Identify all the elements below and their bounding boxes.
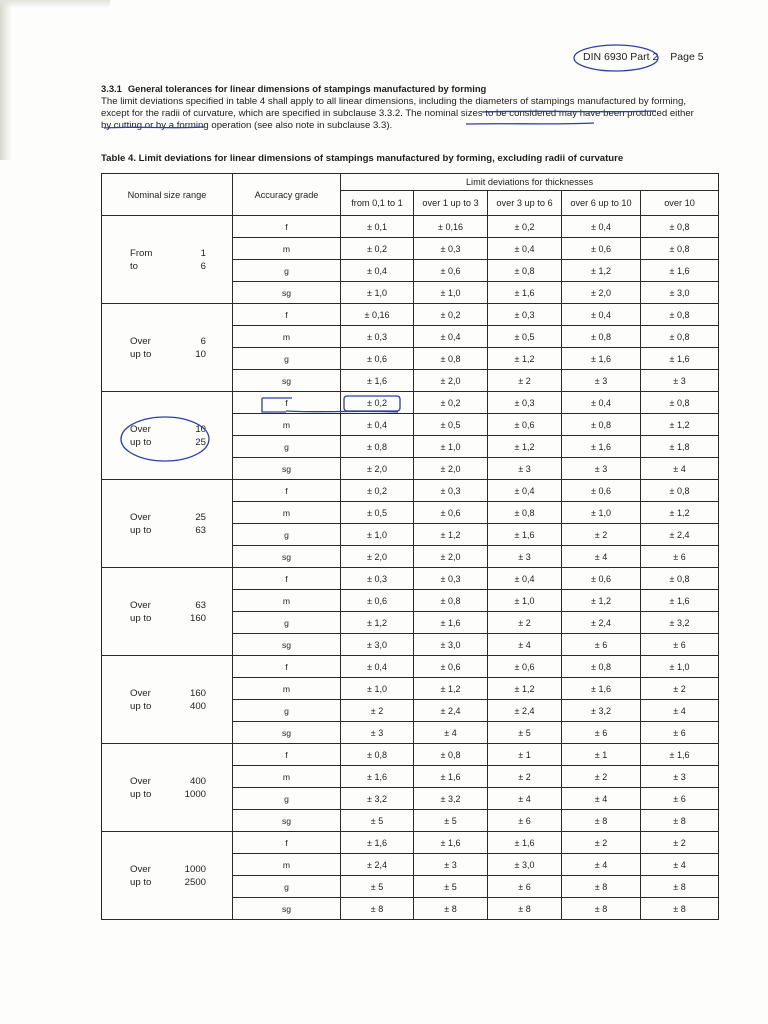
deviation-cell: ± 0,16	[414, 216, 488, 238]
range-value-start: 160	[189, 687, 206, 699]
deviation-cell: ± 1,6	[562, 348, 641, 370]
header-thickness-col-2: over 1 up to 3	[414, 191, 488, 216]
deviation-cell: ± 3,2	[641, 612, 719, 634]
deviation-cell: ± 6	[641, 546, 719, 568]
section-body: The limit deviations specified in table 4 shall apply to all linear dimensions, including the diameters of stampings manufactured by forming, except for the radii of curvature, which are specified in subclause 3.3.2. The nominal sizes to be considered may have been produced either by cutting or by a forming operation (see also note in subclause 3.3).	[101, 96, 694, 131]
accuracy-grade-cell: f	[233, 480, 341, 502]
deviation-cell: ± 3	[488, 458, 562, 480]
deviation-cell: ± 4	[488, 788, 562, 810]
deviation-cell: ± 3,0	[488, 854, 562, 876]
nominal-size-range	[102, 216, 233, 304]
nominal-size-range	[102, 744, 233, 832]
deviation-cell: ± 1,0	[641, 656, 719, 678]
scan-edge-shadow	[0, 0, 12, 160]
table-row	[102, 480, 719, 502]
deviation-cell: ± 1,6	[641, 744, 719, 766]
accuracy-grade-cell: f	[233, 392, 341, 414]
deviation-cell: ± 1,6	[414, 832, 488, 854]
table-row	[102, 744, 719, 766]
range-word-end: up to	[130, 700, 152, 712]
table-row	[102, 656, 719, 678]
range-value-end: 160	[189, 612, 206, 624]
deviation-cell: ± 0,8	[641, 304, 719, 326]
deviation-cell: ± 4	[488, 634, 562, 656]
deviation-cell: ± 1,0	[414, 282, 488, 304]
range-word-start: Over	[130, 863, 151, 875]
accuracy-grade-cell: sg	[233, 898, 341, 920]
deviation-cell: ± 0,3	[341, 326, 414, 348]
range-value-start: 400	[189, 775, 206, 787]
accuracy-grade-cell: sg	[233, 634, 341, 656]
deviation-cell: ± 3	[641, 370, 719, 392]
standard-number: DIN 6930 Part 2	[583, 51, 659, 63]
range-word-end: up to	[130, 436, 152, 448]
table-row	[102, 304, 719, 326]
accuracy-grade-cell: g	[233, 260, 341, 282]
deviation-cell: ± 0,8	[641, 568, 719, 590]
table-row	[102, 568, 719, 590]
deviation-cell: ± 1,6	[562, 436, 641, 458]
deviation-cell: ± 4	[562, 788, 641, 810]
deviation-cell: ± 0,2	[488, 216, 562, 238]
nominal-size-range	[102, 392, 233, 480]
range-word-end: up to	[130, 876, 152, 888]
accuracy-grade-cell: m	[233, 326, 341, 348]
deviation-cell: ± 1,6	[341, 766, 414, 788]
range-value-end: 6	[200, 260, 206, 272]
accuracy-grade-cell: f	[233, 568, 341, 590]
header-thickness-col-4: over 6 up to 10	[562, 191, 641, 216]
deviation-cell: ± 1,2	[641, 414, 719, 436]
accuracy-grade-cell: f	[233, 656, 341, 678]
deviation-cell: ± 3	[562, 458, 641, 480]
deviation-cell: ± 0,6	[488, 414, 562, 436]
accuracy-grade-cell: m	[233, 678, 341, 700]
range-value-end: 10	[195, 348, 206, 360]
deviation-cell: ± 0,6	[341, 348, 414, 370]
deviation-cell: ± 0,4	[562, 216, 641, 238]
range-word-start: Over	[130, 511, 151, 523]
deviation-cell: ± 6	[641, 722, 719, 744]
header-thickness-col-3: over 3 up to 6	[488, 191, 562, 216]
deviation-cell: ± 0,1	[341, 216, 414, 238]
deviation-cell: ± 3,2	[414, 788, 488, 810]
header-accuracy-grade: Accuracy grade	[233, 174, 341, 216]
range-word-start: From	[130, 247, 153, 259]
deviation-cell: ± 6	[641, 634, 719, 656]
deviation-cell: ± 0,5	[488, 326, 562, 348]
deviation-cell: ± 0,4	[414, 326, 488, 348]
range-value-start: 63	[195, 599, 206, 611]
deviation-cell: ± 0,6	[341, 590, 414, 612]
deviation-cell: ± 4	[562, 854, 641, 876]
deviation-cell: ± 6	[562, 722, 641, 744]
deviation-cell: ± 0,5	[341, 502, 414, 524]
accuracy-grade-cell: m	[233, 238, 341, 260]
page-header	[583, 51, 704, 63]
accuracy-grade-cell: m	[233, 854, 341, 876]
deviation-cell: ± 0,8	[562, 326, 641, 348]
deviation-cell: ± 1,6	[488, 832, 562, 854]
deviation-cell: ± 1	[488, 744, 562, 766]
deviation-cell: ± 0,6	[562, 480, 641, 502]
deviation-cell: ± 0,8	[414, 348, 488, 370]
deviation-cell: ± 3	[641, 766, 719, 788]
deviation-cell: ± 0,8	[641, 216, 719, 238]
deviation-cell: ± 2,4	[562, 612, 641, 634]
deviation-cell: ± 0,4	[488, 238, 562, 260]
deviation-cell: ± 0,4	[341, 656, 414, 678]
deviation-cell: ± 0,2	[341, 480, 414, 502]
deviation-cell: ± 1,0	[562, 502, 641, 524]
deviation-cell: ± 0,8	[641, 392, 719, 414]
deviation-cell: ± 0,3	[414, 568, 488, 590]
deviation-cell: ± 0,4	[562, 392, 641, 414]
deviation-cell: ± 1	[562, 744, 641, 766]
section-title	[101, 83, 701, 95]
accuracy-grade-cell: g	[233, 788, 341, 810]
deviation-cell: ± 1,2	[641, 502, 719, 524]
range-value-end: 400	[189, 700, 206, 712]
range-word-start: Over	[130, 687, 151, 699]
deviation-cell: ± 2	[562, 832, 641, 854]
table-row	[102, 392, 719, 414]
deviation-cell: ± 8	[488, 898, 562, 920]
deviation-cell: ± 1,2	[562, 260, 641, 282]
deviation-cell: ± 4	[641, 700, 719, 722]
deviation-cell: ± 4	[414, 722, 488, 744]
deviation-cell: ± 8	[641, 810, 719, 832]
deviation-cell: ± 3,2	[341, 788, 414, 810]
accuracy-grade-cell: f	[233, 832, 341, 854]
deviation-cell: ± 1,6	[641, 590, 719, 612]
deviation-cell: ± 3,2	[562, 700, 641, 722]
deviation-cell: ± 3,0	[341, 634, 414, 656]
deviation-cell: ± 0,6	[562, 238, 641, 260]
deviation-cell: ± 5	[414, 810, 488, 832]
deviation-cell: ± 1,6	[562, 678, 641, 700]
deviation-cell: ± 0,4	[488, 480, 562, 502]
table-body	[102, 216, 719, 920]
deviation-cell: ± 1,2	[341, 612, 414, 634]
deviation-cell: ± 0,8	[641, 326, 719, 348]
deviation-cell: ± 0,6	[414, 656, 488, 678]
range-word-end: up to	[130, 348, 152, 360]
deviation-cell: ± 0,3	[414, 238, 488, 260]
deviation-cell: ± 1,6	[341, 370, 414, 392]
deviation-cell: ± 8	[641, 876, 719, 898]
deviation-cell: ± 0,2	[414, 392, 488, 414]
deviation-cell: ± 0,8	[414, 590, 488, 612]
accuracy-grade-cell: sg	[233, 458, 341, 480]
accuracy-grade-cell: g	[233, 524, 341, 546]
limit-deviations-table	[101, 173, 719, 920]
deviation-cell: ± 0,2	[341, 392, 414, 414]
header-limit-deviations: Limit deviations for thicknesses	[341, 174, 719, 191]
range-word-end: to	[130, 260, 139, 272]
deviation-cell: ± 6	[641, 788, 719, 810]
deviation-cell: ± 0,2	[414, 304, 488, 326]
deviation-cell: ± 1,2	[488, 348, 562, 370]
deviation-cell: ± 0,3	[488, 392, 562, 414]
deviation-cell: ± 0,3	[414, 480, 488, 502]
deviation-cell: ± 0,3	[488, 304, 562, 326]
deviation-cell: ± 0,6	[414, 260, 488, 282]
deviation-cell: ± 2,0	[414, 458, 488, 480]
deviation-cell: ± 8	[562, 810, 641, 832]
deviation-cell: ± 2,4	[488, 700, 562, 722]
scan-top-shadow	[0, 0, 110, 8]
deviation-cell: ± 6	[562, 634, 641, 656]
deviation-cell: ± 0,3	[341, 568, 414, 590]
accuracy-grade-cell: g	[233, 700, 341, 722]
range-word-end: up to	[130, 788, 152, 800]
deviation-cell: ± 2	[488, 766, 562, 788]
accuracy-grade-cell: sg	[233, 370, 341, 392]
range-value-start: 1	[200, 247, 206, 259]
deviation-cell: ± 2,4	[641, 524, 719, 546]
deviation-cell: ± 2,0	[414, 546, 488, 568]
accuracy-grade-cell: g	[233, 348, 341, 370]
deviation-cell: ± 2,0	[414, 370, 488, 392]
deviation-cell: ± 3	[414, 854, 488, 876]
deviation-cell: ± 4	[641, 458, 719, 480]
deviation-cell: ± 2	[341, 700, 414, 722]
deviation-cell: ± 0,8	[341, 436, 414, 458]
deviation-cell: ± 2	[562, 766, 641, 788]
deviation-cell: ± 0,8	[562, 656, 641, 678]
accuracy-grade-cell: m	[233, 414, 341, 436]
page-number: Page 5	[670, 51, 704, 63]
nominal-size-range	[102, 656, 233, 744]
deviation-cell: ± 8	[562, 876, 641, 898]
deviation-cell: ± 1,6	[488, 524, 562, 546]
deviation-cell: ± 1,2	[488, 678, 562, 700]
deviation-cell: ± 3	[488, 546, 562, 568]
range-word-start: Over	[130, 335, 151, 347]
accuracy-grade-cell: g	[233, 612, 341, 634]
section-heading: General tolerances for linear dimensions of stampings manufactured by forming	[127, 83, 487, 94]
nominal-size-range	[102, 568, 233, 656]
deviation-cell: ± 1,0	[341, 282, 414, 304]
deviation-cell: ± 1,2	[414, 678, 488, 700]
range-value-end: 1000	[184, 788, 206, 800]
deviation-cell: ± 0,4	[488, 568, 562, 590]
accuracy-grade-cell: f	[233, 216, 341, 238]
accuracy-grade-cell: f	[233, 304, 341, 326]
accuracy-grade-cell: m	[233, 502, 341, 524]
deviation-cell: ± 5	[341, 810, 414, 832]
deviation-cell: ± 2,0	[341, 458, 414, 480]
deviation-cell: ± 2,4	[341, 854, 414, 876]
deviation-cell: ± 6	[488, 876, 562, 898]
deviation-cell: ± 1,2	[414, 524, 488, 546]
accuracy-grade-cell: sg	[233, 810, 341, 832]
deviation-cell: ± 1,0	[341, 524, 414, 546]
deviation-cell: ± 1,0	[341, 678, 414, 700]
deviation-cell: ± 1,6	[641, 348, 719, 370]
range-word-start: Over	[130, 775, 151, 787]
deviation-cell: ± 0,8	[414, 744, 488, 766]
deviation-cell: ± 5	[414, 876, 488, 898]
range-value-start: 10	[195, 423, 206, 435]
deviation-cell: ± 8	[414, 898, 488, 920]
deviation-cell: ± 0,5	[414, 414, 488, 436]
deviation-cell: ± 0,6	[488, 656, 562, 678]
deviation-cell: ± 1,6	[414, 612, 488, 634]
deviation-cell: ± 0,4	[341, 414, 414, 436]
deviation-cell: ± 0,6	[414, 502, 488, 524]
deviation-cell: ± 1,2	[488, 436, 562, 458]
deviation-cell: ± 2	[641, 678, 719, 700]
range-value-end: 63	[195, 524, 206, 536]
range-value-start: 6	[200, 335, 206, 347]
deviation-cell: ± 1,8	[641, 436, 719, 458]
nominal-size-range	[102, 304, 233, 392]
range-word-end: up to	[130, 524, 152, 536]
deviation-cell: ± 4	[641, 854, 719, 876]
accuracy-grade-cell: sg	[233, 282, 341, 304]
deviation-cell: ± 0,2	[341, 238, 414, 260]
deviation-cell: ± 2	[488, 370, 562, 392]
deviation-cell: ± 8	[562, 898, 641, 920]
deviation-cell: ± 1,6	[414, 766, 488, 788]
accuracy-grade-cell: m	[233, 766, 341, 788]
accuracy-grade-cell: sg	[233, 722, 341, 744]
deviation-cell: ± 8	[641, 898, 719, 920]
table-row	[102, 832, 719, 854]
deviation-cell: ± 1,6	[341, 832, 414, 854]
header-nominal-size: Nominal size range	[102, 174, 233, 216]
deviation-cell: ± 5	[341, 876, 414, 898]
deviation-cell: ± 5	[488, 722, 562, 744]
deviation-cell: ± 4	[562, 546, 641, 568]
range-value-end: 2500	[184, 876, 206, 888]
deviation-cell: ± 1,6	[488, 282, 562, 304]
range-value-end: 25	[195, 436, 206, 448]
deviation-cell: ± 1,0	[414, 436, 488, 458]
deviation-cell: ± 3	[562, 370, 641, 392]
accuracy-grade-cell: g	[233, 436, 341, 458]
deviation-cell: ± 2	[488, 612, 562, 634]
accuracy-grade-cell: g	[233, 876, 341, 898]
deviation-cell: ± 2	[562, 524, 641, 546]
deviation-cell: ± 0,6	[562, 568, 641, 590]
accuracy-grade-cell: m	[233, 590, 341, 612]
section-3-3-1	[101, 83, 701, 132]
deviation-cell: ± 1,0	[488, 590, 562, 612]
deviation-cell: ± 0,8	[488, 502, 562, 524]
deviation-cell: ± 0,4	[341, 260, 414, 282]
deviation-cell: ± 2,0	[341, 546, 414, 568]
nominal-size-range	[102, 480, 233, 568]
range-word-start: Over	[130, 423, 151, 435]
deviation-cell: ± 2,0	[562, 282, 641, 304]
range-word-start: Over	[130, 599, 151, 611]
table-caption: Table 4. Limit deviations for linear dimensions of stampings manufactured by forming, excluding radii of curvature	[101, 153, 624, 164]
deviation-cell: ± 3,0	[641, 282, 719, 304]
deviation-cell: ± 8	[341, 898, 414, 920]
range-value-start: 25	[195, 511, 206, 523]
deviation-cell: ± 0,8	[488, 260, 562, 282]
accuracy-grade-cell: sg	[233, 546, 341, 568]
header-thickness-col-5: over 10	[641, 191, 719, 216]
nominal-size-range	[102, 832, 233, 920]
range-word-end: up to	[130, 612, 152, 624]
deviation-cell: ± 6	[488, 810, 562, 832]
range-value-start: 1000	[184, 863, 206, 875]
accuracy-grade-cell: f	[233, 744, 341, 766]
deviation-cell: ± 3,0	[414, 634, 488, 656]
deviation-cell: ± 0,16	[341, 304, 414, 326]
deviation-cell: ± 0,8	[641, 238, 719, 260]
deviation-cell: ± 0,8	[562, 414, 641, 436]
section-number: 3.3.1	[101, 83, 122, 94]
deviation-cell: ± 0,4	[562, 304, 641, 326]
header-thickness-col-1: from 0,1 to 1	[341, 191, 414, 216]
deviation-cell: ± 1,2	[562, 590, 641, 612]
deviation-cell: ± 2	[641, 832, 719, 854]
deviation-cell: ± 2,4	[414, 700, 488, 722]
deviation-cell: ± 0,8	[341, 744, 414, 766]
table-row	[102, 216, 719, 238]
deviation-cell: ± 3	[341, 722, 414, 744]
deviation-cell: ± 0,8	[641, 480, 719, 502]
deviation-cell: ± 1,6	[641, 260, 719, 282]
